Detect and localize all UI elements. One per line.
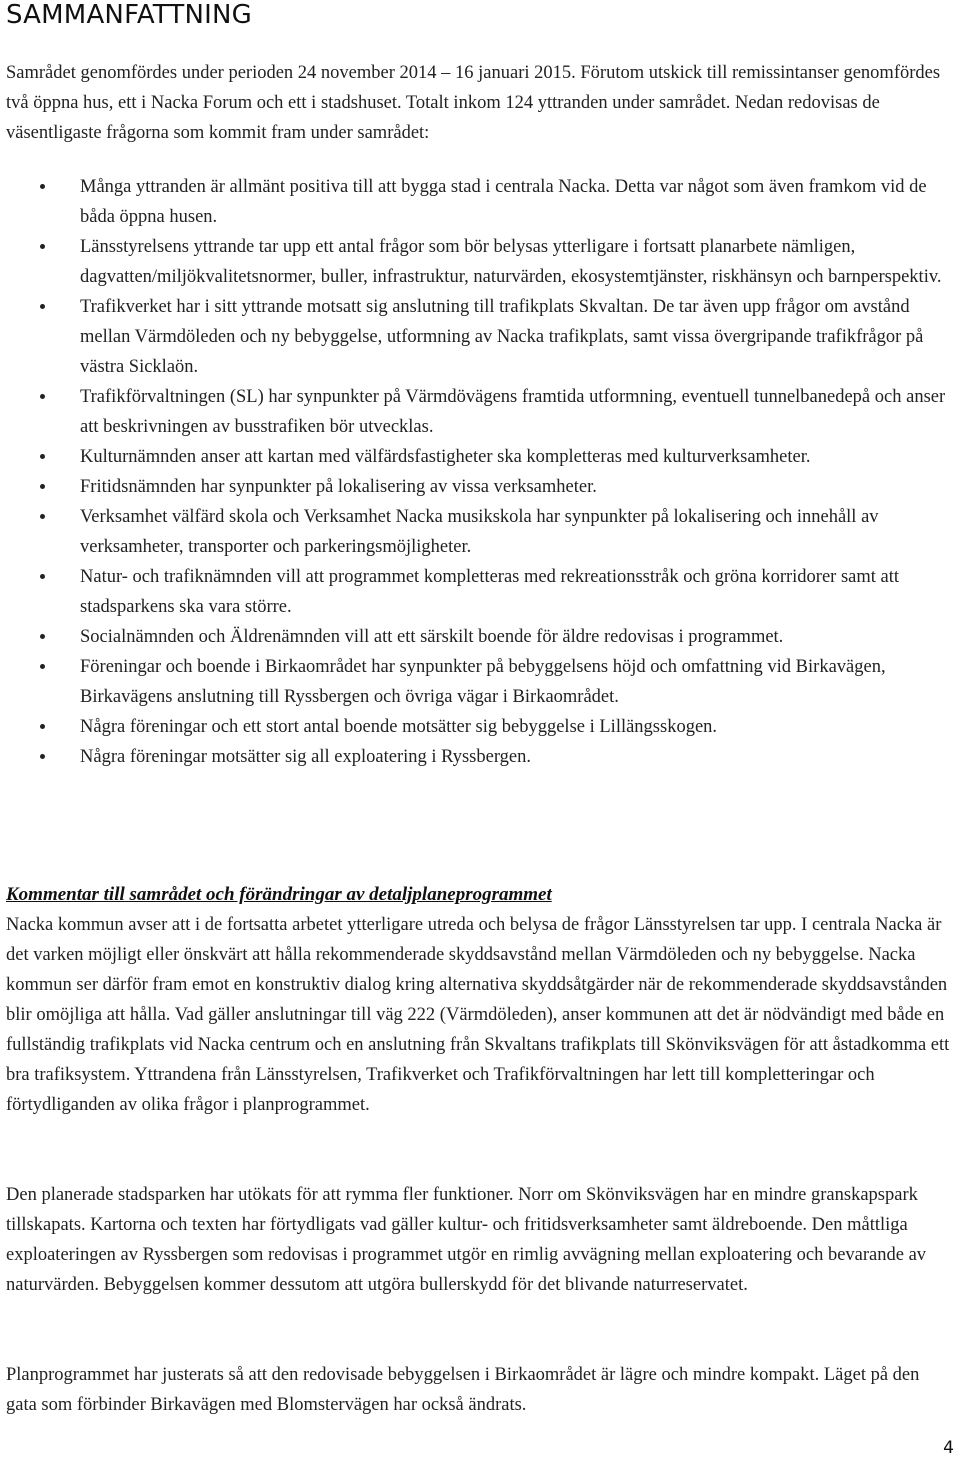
bullet-icon [40,634,45,639]
list-item [0,472,955,502]
list-item-text: Socialnämnden och Äldrenämnden vill att ett särskilt boende för äldre redovisas i programmet. [80,627,784,647]
list-item-text: Verksamhet välfärd skola och Verksamhet Nacka musikskola har synpunkter på lokalisering och innehåll av verksamheter, transporter och parkeringsmöjligheter. [80,507,879,557]
list-item [0,292,955,382]
list-item-text: Länsstyrelsens yttrande tar upp ett antal frågor som bör belysas ytterligare i fortsatt planarbete nämligen, dagvatten/miljökvalitetsnormer, buller, infrastruktur, naturvärden, ekosystemtjänster, riskhänsyn och barnperspektiv. [80,237,942,287]
bullet-icon [40,394,45,399]
comment-paragraph-1: Nacka kommun avser att i de fortsatta arbetet ytterligare utreda och belysa de frågor Länsstyrelsen tar upp. I centrala Nacka är det varken möjligt eller önskvärt att hålla rekommenderade skyddsavstånd mellan Värmdöleden och ny bebyggelse. Nacka kommun ser därför fram emot en konstruktiv dialog kring alternativa skyddsåtgärder när de rekommenderade skyddsavstånden blir omöjliga att hålla. Vad gäller anslutningar till väg 222 (Värmdöleden), anser kommunen att det är nödvändigt med både en fullständig trafikplats vid Nacka centrum och en anslutning från Skvaltans trafikplats till Skönviksvägen för att åstadkomma ett bra trafiksystem. Yttrandena från Länsstyrelsen, Trafikverket och Trafikförvaltningen har lett till kompletteringar och förtydliganden av olika frågor i planprogrammet. [6,915,950,1115]
bullet-icon [40,724,45,729]
list-item [0,502,955,562]
bullet-icon [40,574,45,579]
list-item-text: Några föreningar motsätter sig all exploatering i Ryssbergen. [80,747,532,767]
list-item [0,442,955,472]
page-title: SAMMANFATTNING [6,0,253,30]
bullet-icon [40,484,45,489]
list-item-text: Kulturnämnden anser att kartan med välfärdsfastigheter ska kompletteras med kulturverksamheter. [80,447,811,467]
list-item [0,172,955,232]
section-subheading: Kommentar till samrådet och förändringar av detaljplaneprogrammet [6,884,552,905]
bullet-icon [40,514,45,519]
list-item-text: Trafikverket har i sitt yttrande motsatt sig anslutning till trafikplats Skvaltan. De tar även upp frågor om avstånd mellan Värmdöleden och ny bebyggelse, utformning av Nacka trafikplats, samt vissa övergripande trafikfrågor på västra Sicklaön. [80,297,924,377]
list-item-text: Trafikförvaltningen (SL) har synpunkter på Värmdövägens framtida utformning, eventuell tunnelbanedepå och anser att beskrivningen av busstrafiken bör utvecklas. [80,387,946,437]
list-item [0,742,955,772]
bullet-icon [40,664,45,669]
bullet-icon [40,454,45,459]
page-number: 4 [943,1438,954,1458]
intro-paragraph: Samrådet genomfördes under perioden 24 november 2014 – 16 januari 2015. Förutom utskick till remissintanser genomfördes två öppna hus, ett i Nacka Forum och ett i stadshuset. Totalt inkom 124 yttranden under samrådet. Nedan redovisas de väsentligaste frågorna som kommit fram under samrådet: [6,63,941,143]
list-item [0,562,955,622]
bullet-icon [40,754,45,759]
list-item [0,622,955,652]
list-item-text: Många yttranden är allmänt positiva till att bygga stad i centrala Nacka. Detta var något som även framkom vid de båda öppna husen. [80,177,927,227]
bullet-icon [40,184,45,189]
list-item [0,652,955,712]
list-item [0,712,955,742]
list-item [0,232,955,292]
comment-paragraph-2: Den planerade stadsparken har utökats för att rymma fler funktioner. Norr om Skönviksvägen har en mindre granskapspark tillskapats. Kartorna och texten har förtydligats vad gäller kultur- och fritidsverksamheter samt äldreboende. Den måttliga exploateringen av Ryssbergen som redovisas i programmet utgör en rimlig avvägning mellan exploatering och bevarande av naturvärden. Bebyggelsen kommer dessutom att utgöra bullerskydd för det blivande naturreservatet. [6,1185,927,1295]
comment-paragraph-3: Planprogrammet har justerats så att den redovisade bebyggelsen i Birkaområdet är lägre och mindre kompakt. Läget på den gata som förbinder Birkavägen med Blomstervägen har också ändrats. [6,1365,920,1415]
list-item-text: Natur- och trafiknämnden vill att programmet kompletteras med rekreationsstråk och gröna korridorer samt att stadsparkens ska vara större. [80,567,900,617]
list-item-text: Några föreningar och ett stort antal boende motsätter sig bebyggelse i Lillängsskogen. [80,717,718,737]
bullet-icon [40,244,45,249]
list-item-text: Fritidsnämnden har synpunkter på lokalisering av vissa verksamheter. [80,477,597,497]
summary-bullet-list [0,172,955,772]
list-item-text: Föreningar och boende i Birkaområdet har synpunkter på bebyggelsens höjd och omfattning vid Birkavägen, Birkavägens anslutning till Ryssbergen och övriga vägar i Birkaområdet. [80,657,886,707]
list-item [0,382,955,442]
bullet-icon [40,304,45,309]
